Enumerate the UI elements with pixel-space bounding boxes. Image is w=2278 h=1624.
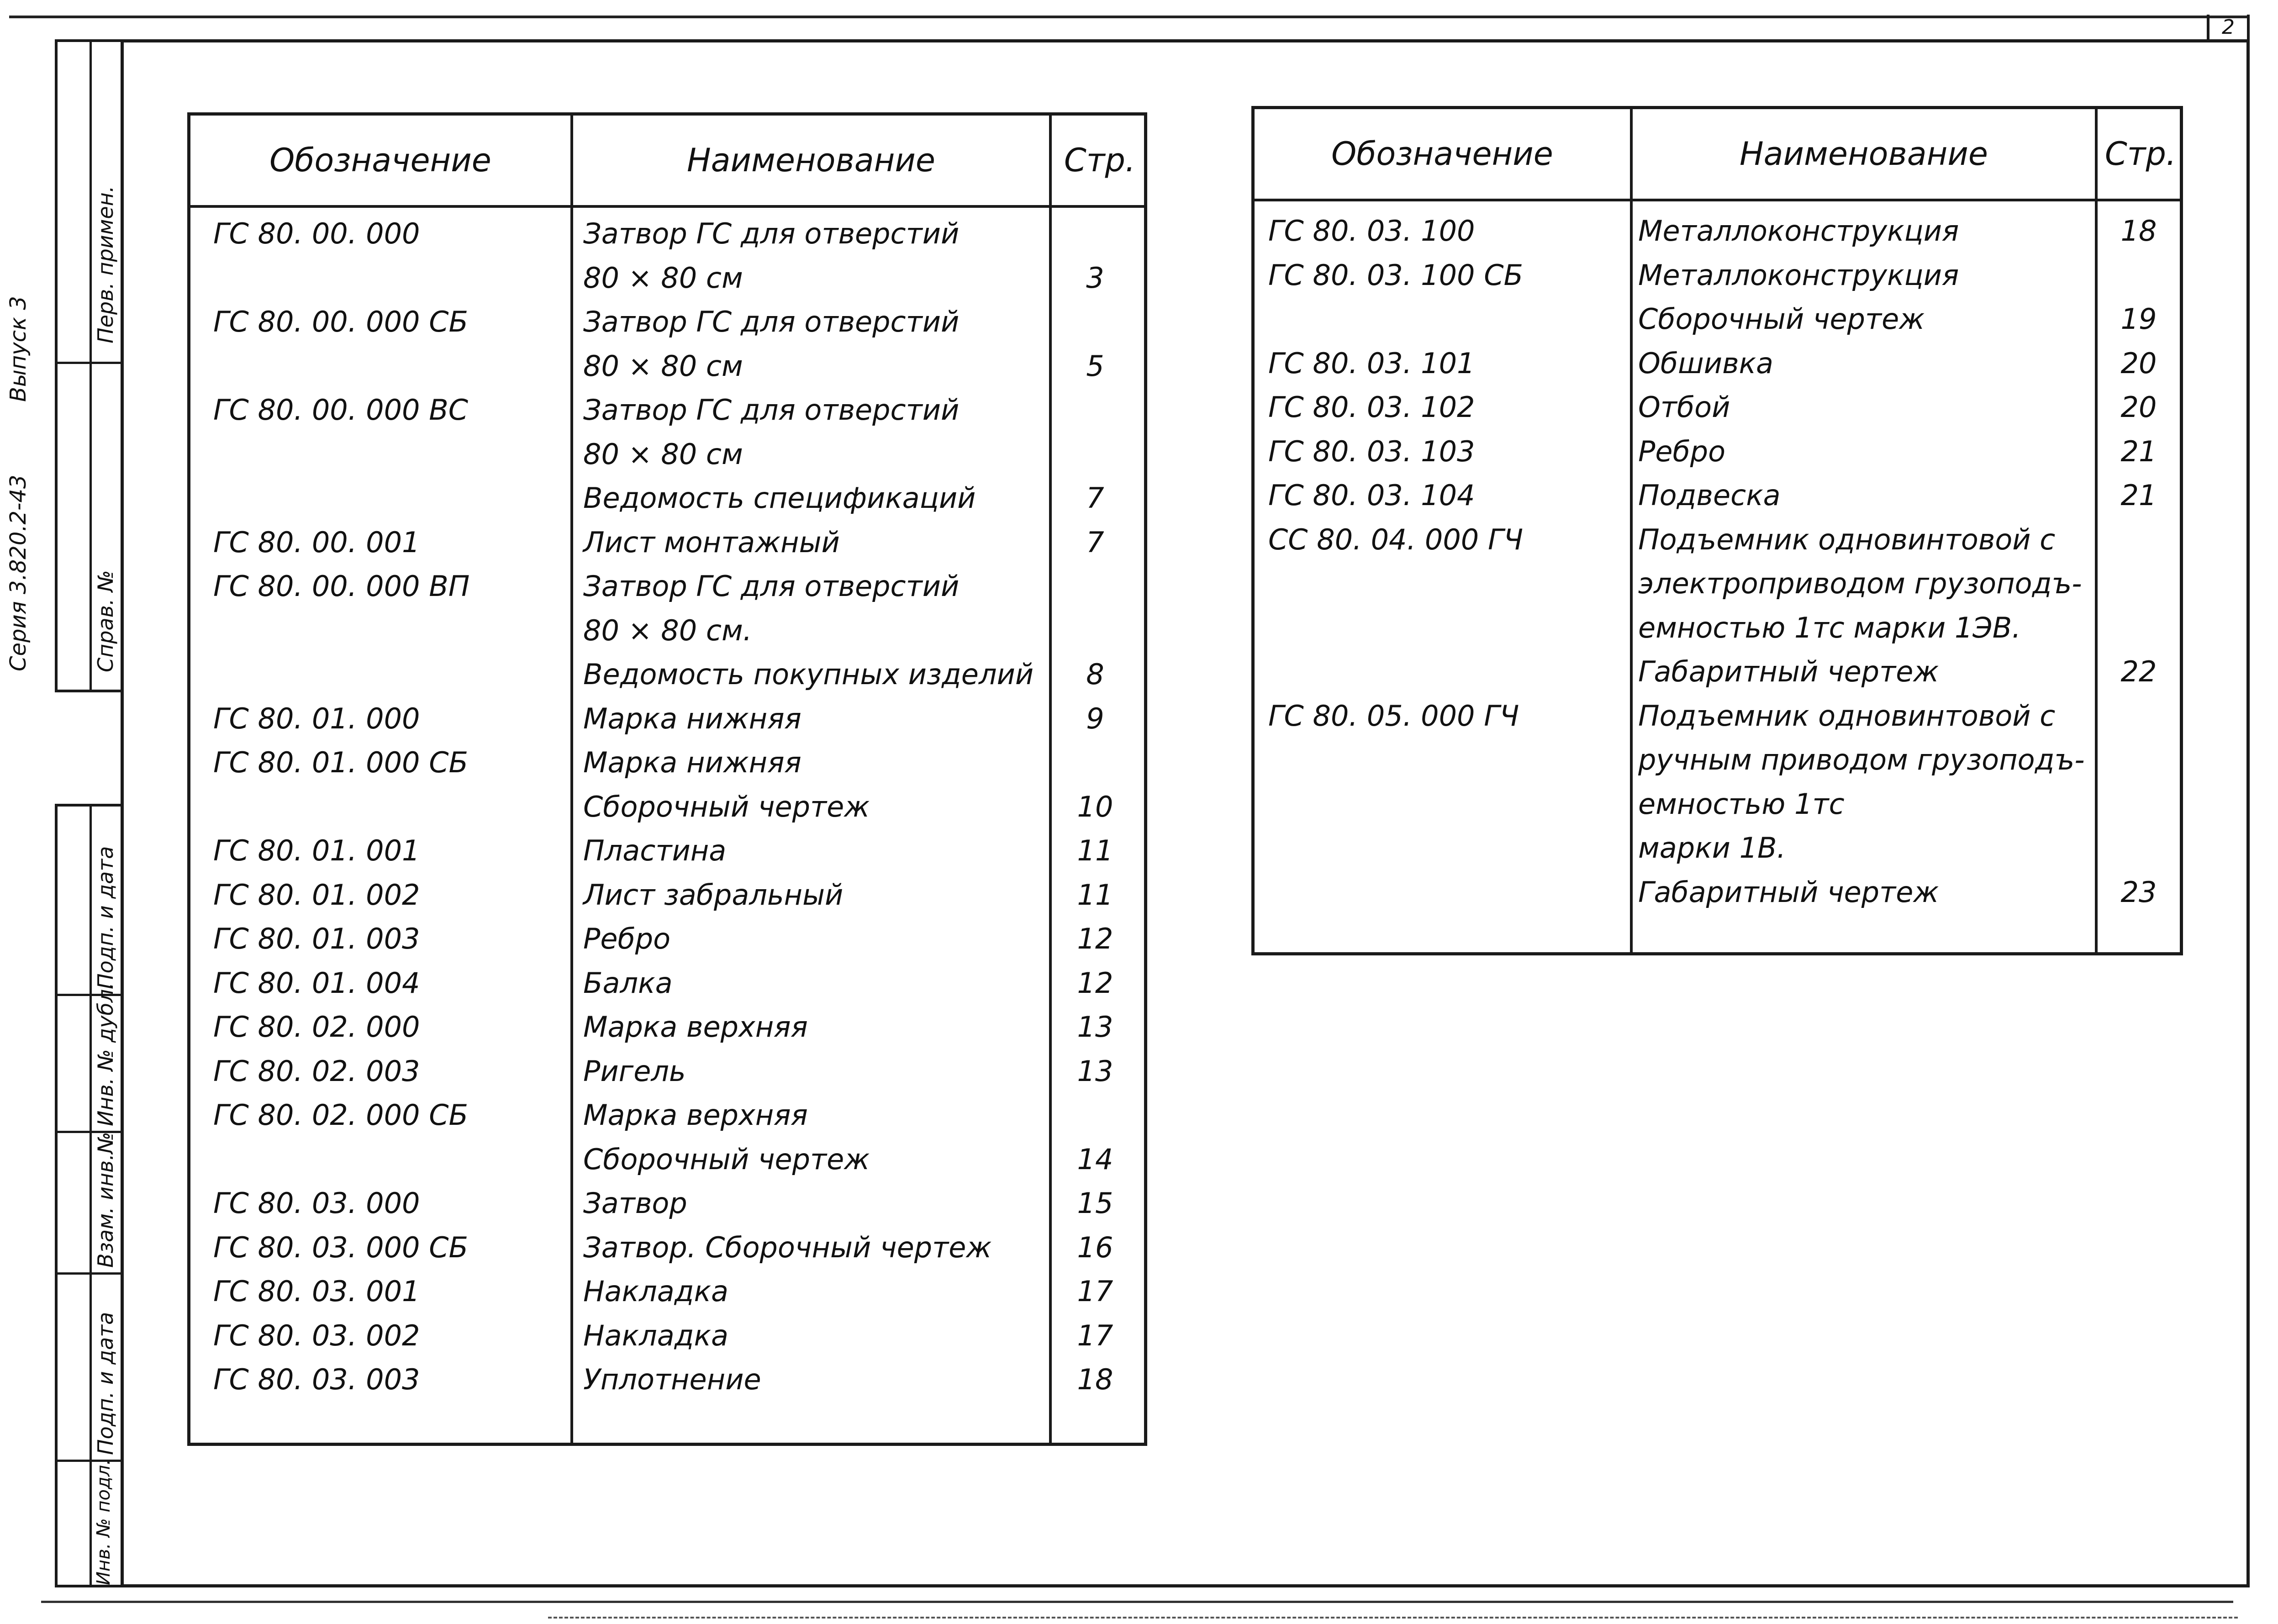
row-code: ГС 80. 01. 000 СБ <box>213 746 469 779</box>
series-label: Серия 3.820.2-43 <box>5 475 31 671</box>
row-code: ГС 80. 00. 000 ВС <box>213 393 469 427</box>
row-code: ГС 80. 03. 103 <box>1268 434 1475 468</box>
row-code: ГС 80. 01. 000 <box>213 701 420 735</box>
row-name: Габаритный чертеж <box>1638 875 1939 909</box>
row-name: емностью 1тс <box>1638 787 1845 821</box>
row-code: ГС 80. 03. 000 СБ <box>213 1230 469 1264</box>
header-designation: Обозначение <box>1331 135 1553 173</box>
row-name: емностью 1тс марки 1ЭВ. <box>1638 611 2021 644</box>
row-code: СС 80. 04. 000 ГЧ <box>1268 522 1523 556</box>
row-code: ГС 80. 03. 001 <box>213 1275 420 1308</box>
row-name: электроприводом грузоподъ- <box>1638 567 2082 600</box>
row-name: Металлоконструкция <box>1638 214 1959 248</box>
row-name: Марка верхняя <box>583 1010 808 1044</box>
row-name: Ведомость покупных изделий <box>583 658 1034 691</box>
row-code: ГС 80. 01. 003 <box>213 922 420 955</box>
row-name: Лист монтажный <box>583 525 840 559</box>
row-page: 10 <box>1077 790 1113 823</box>
row-code: ГС 80. 03. 003 <box>213 1363 420 1396</box>
row-page: 7 <box>1086 481 1104 515</box>
row-code: ГС 80. 03. 002 <box>213 1318 420 1352</box>
row-code: ГС 80. 00. 000 ВП <box>213 569 470 603</box>
row-name: Накладка <box>583 1275 728 1308</box>
row-name: Ребро <box>583 922 671 955</box>
stamp-label: Инв. № подл. <box>93 1459 114 1585</box>
row-name: Лист забральный <box>583 878 844 912</box>
header-divider <box>1255 199 2180 201</box>
contents-table-left <box>187 112 1147 1446</box>
row-page: 20 <box>2120 390 2157 424</box>
row-page: 15 <box>1077 1186 1113 1220</box>
row-name: Отбой <box>1638 390 1730 424</box>
row-code: ГС 80. 03. 102 <box>1268 390 1475 424</box>
row-page: 22 <box>2120 655 2157 688</box>
row-name: Сборочный чертеж <box>583 1142 870 1176</box>
row-code: ГС 80. 00. 000 СБ <box>213 305 469 338</box>
row-name: Пластина <box>583 834 727 867</box>
row-page: 13 <box>1077 1054 1113 1088</box>
stamp-divider <box>90 42 92 690</box>
contents-table-right <box>1251 106 2183 955</box>
row-name: Затвор ГС для отверстий <box>583 217 960 250</box>
row-name: 80 × 80 см. <box>583 613 752 647</box>
column-divider <box>1630 109 1633 952</box>
header-page: Стр. <box>1064 142 1136 179</box>
row-name: 80 × 80 см <box>583 261 743 295</box>
bottom-edge-line <box>548 1617 2238 1619</box>
stamp-divider <box>90 807 92 1585</box>
row-code: ГС 80. 02. 000 <box>213 1010 420 1044</box>
row-name: Затвор ГС для отверстий <box>583 569 960 603</box>
row-code: ГС 80. 01. 004 <box>213 966 420 1000</box>
row-code: ГС 80. 03. 104 <box>1268 479 1475 512</box>
row-name: Уплотнение <box>583 1363 761 1396</box>
row-page: 18 <box>1077 1363 1113 1396</box>
row-name: Затвор ГС для отверстий <box>583 305 960 338</box>
column-divider <box>570 116 573 1443</box>
row-code: ГС 80. 03. 100 <box>1268 214 1475 248</box>
row-code: ГС 80. 02. 003 <box>213 1054 420 1088</box>
row-code: ГС 80. 05. 000 ГЧ <box>1268 699 1519 733</box>
row-name: Ригель <box>583 1054 686 1088</box>
row-code: ГС 80. 03. 101 <box>1268 346 1475 380</box>
row-page: 9 <box>1086 701 1104 735</box>
row-code: ГС 80. 01. 002 <box>213 878 420 912</box>
row-name: Металлоконструкция <box>1638 258 1959 292</box>
page-number: 2 <box>2222 15 2235 39</box>
row-name: Подвеска <box>1638 479 1781 512</box>
header-divider <box>190 205 1144 208</box>
row-page: 17 <box>1077 1318 1113 1352</box>
row-name: Накладка <box>583 1318 728 1352</box>
row-page: 23 <box>2120 875 2157 909</box>
row-name: Габаритный чертеж <box>1638 655 1939 688</box>
row-name: Затвор. Сборочный чертеж <box>583 1230 992 1264</box>
stamp-label: Взам. инв.№ <box>93 1132 118 1268</box>
stamp-label: Перв. примен. <box>93 185 118 343</box>
header-designation: Обозначение <box>269 142 491 179</box>
row-name: Ведомость спецификаций <box>583 481 976 515</box>
row-page: 13 <box>1077 1010 1113 1044</box>
row-page: 20 <box>2120 346 2157 380</box>
row-name: Марка верхняя <box>583 1098 808 1132</box>
row-name: Сборочный чертеж <box>1638 302 1925 336</box>
row-page: 21 <box>2120 434 2157 468</box>
row-name: ручным приводом грузоподъ- <box>1638 743 2085 776</box>
side-stamp-bottom <box>55 804 123 1587</box>
row-name: марки 1В. <box>1638 831 1786 865</box>
row-name: Затвор ГС для отверстий <box>583 393 960 427</box>
row-page: 14 <box>1077 1142 1113 1176</box>
row-page: 7 <box>1086 525 1104 559</box>
row-name: Обшивка <box>1638 346 1774 380</box>
row-page: 12 <box>1077 966 1113 1000</box>
row-name: Марка нижняя <box>583 701 802 735</box>
row-page: 11 <box>1077 834 1113 867</box>
top-border-line <box>9 16 2247 18</box>
row-code: ГС 80. 00. 000 <box>213 217 420 250</box>
row-page: 19 <box>2120 302 2157 336</box>
row-page: 5 <box>1086 349 1104 383</box>
bottom-border-line <box>41 1601 2233 1603</box>
stamp-label: Подп. и дата <box>93 846 118 989</box>
row-page: 16 <box>1077 1230 1113 1264</box>
stamp-label: Справ. № <box>93 570 118 672</box>
row-page: 17 <box>1077 1275 1113 1308</box>
row-name: Марка нижняя <box>583 746 802 779</box>
row-name: Ребро <box>1638 434 1726 468</box>
stamp-label: Подп. и дата <box>93 1312 118 1455</box>
row-code: ГС 80. 03. 100 СБ <box>1268 258 1524 292</box>
row-page: 12 <box>1077 922 1113 955</box>
row-code: ГС 80. 03. 000 <box>213 1186 420 1220</box>
row-name: Затвор <box>583 1186 687 1220</box>
side-stamp-top <box>55 39 123 692</box>
row-name: 80 × 80 см <box>583 349 743 383</box>
row-code: ГС 80. 02. 000 СБ <box>213 1098 469 1132</box>
header-name: Наименование <box>687 142 935 179</box>
row-page: 3 <box>1086 261 1104 295</box>
row-name: 80 × 80 см <box>583 437 743 471</box>
stamp-label: Инв. № дубл. <box>93 982 118 1126</box>
row-name: Балка <box>583 966 673 1000</box>
row-code: ГС 80. 01. 001 <box>213 834 420 867</box>
header-page: Стр. <box>2104 135 2177 173</box>
stamp-divider <box>58 362 121 364</box>
row-page: 18 <box>2120 214 2157 248</box>
stamp-divider <box>58 1272 121 1275</box>
row-code: ГС 80. 00. 001 <box>213 525 420 559</box>
row-page: 8 <box>1086 658 1104 691</box>
issue-label: Выпуск 3 <box>5 296 31 402</box>
row-name: Подъемник одновинтовой с <box>1638 522 2056 556</box>
row-name: Подъемник одновинтовой с <box>1638 699 2056 733</box>
row-page: 21 <box>2120 479 2157 512</box>
row-name: Сборочный чертеж <box>583 790 870 823</box>
page-number-box <box>2207 15 2250 42</box>
header-name: Наименование <box>1740 135 1988 173</box>
row-page: 11 <box>1077 878 1113 912</box>
